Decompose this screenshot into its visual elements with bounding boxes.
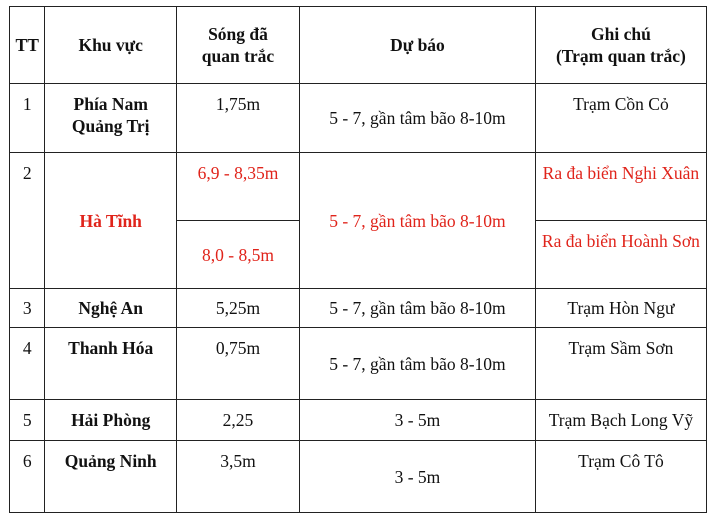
table-row bbox=[10, 153, 707, 221]
cell-region: Nghệ An bbox=[45, 289, 176, 328]
cell-tt: 6 bbox=[10, 441, 45, 513]
wave-table-container bbox=[9, 6, 707, 513]
cell-forecast: 3 - 5m bbox=[300, 400, 536, 441]
cell-region: Phía Nam Quảng Trị bbox=[45, 84, 176, 153]
cell-forecast: 5 - 7, gần tâm bão 8-10m bbox=[300, 153, 536, 289]
cell-note: Trạm Sầm Sơn bbox=[535, 328, 706, 400]
cell-region: Thanh Hóa bbox=[45, 328, 176, 400]
cell-note: Trạm Bạch Long Vỹ bbox=[535, 400, 706, 441]
table-row bbox=[10, 400, 707, 441]
cell-note: Trạm Cô Tô bbox=[535, 441, 706, 513]
header-tt: TT bbox=[10, 7, 45, 84]
cell-tt: 2 bbox=[10, 153, 45, 289]
table-row bbox=[10, 289, 707, 328]
cell-forecast: 5 - 7, gần tâm bão 8-10m bbox=[300, 289, 536, 328]
cell-region: Hải Phòng bbox=[45, 400, 176, 441]
cell-region: Quảng Ninh bbox=[45, 441, 176, 513]
cell-observed: 0,75m bbox=[176, 328, 299, 400]
cell-forecast: 5 - 7, gần tâm bão 8-10m bbox=[300, 328, 536, 400]
cell-observed: 6,9 - 8,35m bbox=[176, 153, 299, 221]
cell-region: Hà Tĩnh bbox=[45, 153, 176, 289]
cell-note: Ra đa biển Nghi Xuân bbox=[535, 153, 706, 221]
cell-observed: 3,5m bbox=[176, 441, 299, 513]
table-row bbox=[10, 441, 707, 513]
table-row bbox=[10, 328, 707, 400]
cell-observed: 2,25 bbox=[176, 400, 299, 441]
cell-observed: 5,25m bbox=[176, 289, 299, 328]
cell-observed: 8,0 - 8,5m bbox=[176, 221, 299, 289]
header-forecast: Dự báo bbox=[300, 7, 536, 84]
cell-note: Ra đa biển Hoành Sơn bbox=[535, 221, 706, 289]
cell-tt: 5 bbox=[10, 400, 45, 441]
table-row bbox=[10, 84, 707, 153]
cell-note: Trạm Cồn Cỏ bbox=[535, 84, 706, 153]
table-header-row bbox=[10, 7, 707, 84]
cell-tt: 3 bbox=[10, 289, 45, 328]
cell-forecast: 5 - 7, gần tâm bão 8-10m bbox=[300, 84, 536, 153]
cell-tt: 4 bbox=[10, 328, 45, 400]
cell-note: Trạm Hòn Ngư bbox=[535, 289, 706, 328]
header-observed: Sóng đã quan trắc bbox=[176, 7, 299, 84]
cell-tt: 1 bbox=[10, 84, 45, 153]
cell-observed: 1,75m bbox=[176, 84, 299, 153]
cell-forecast: 3 - 5m bbox=[300, 441, 536, 513]
header-region: Khu vực bbox=[45, 7, 176, 84]
wave-observation-table bbox=[9, 6, 707, 513]
header-note: Ghi chú (Trạm quan trắc) bbox=[535, 7, 706, 84]
